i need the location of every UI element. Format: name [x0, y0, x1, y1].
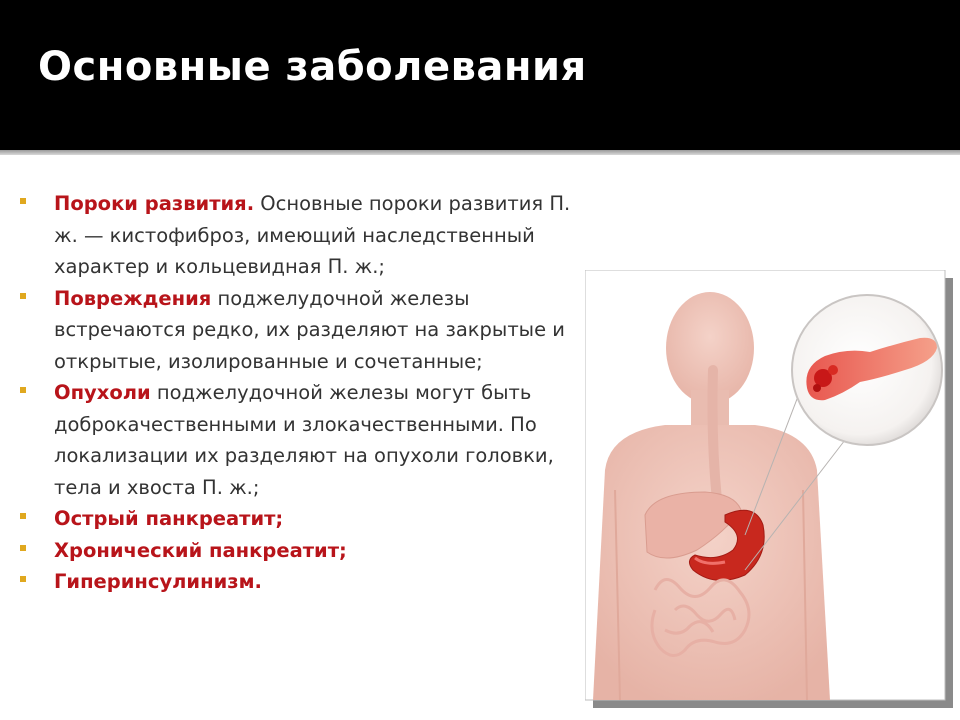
bullet-icon: [20, 576, 26, 582]
list-item: [20, 188, 580, 283]
item-text: поджелудочной железы встречаются редко, их разделяют на закрытые и открытые, изолированные и сочетанные;: [54, 286, 565, 373]
item-highlight: Пороки развития.: [54, 192, 255, 215]
bullet-icon: [20, 387, 26, 393]
list-item: [20, 283, 580, 378]
list-item: [20, 566, 580, 598]
title-bar: [0, 0, 960, 150]
bullet-icon: [20, 513, 26, 519]
bullet-icon: [20, 293, 26, 299]
item-text: поджелудочной железы могут быть доброкачественными и злокачественными. По локализации их разделяют на опухоли головки, тела и хвоста П. ж.;: [54, 381, 554, 499]
item-highlight: Гиперинсулинизм.: [54, 570, 262, 593]
pancreas-zoom-circle: [792, 295, 942, 445]
item-highlight: Острый панкреатит;: [54, 507, 284, 530]
list-item: [20, 535, 580, 567]
bullet-icon: [20, 198, 26, 204]
list-item: [20, 503, 580, 535]
title-divider: [0, 150, 960, 155]
illustration-frame: [585, 270, 955, 710]
human-body-pancreas-illustration: [585, 270, 955, 710]
slide-title: Основные заболевания: [38, 44, 587, 90]
list-item: [20, 377, 580, 503]
item-highlight: Хронический панкреатит;: [54, 538, 347, 562]
bullet-list: [20, 188, 580, 598]
bullet-icon: [20, 545, 26, 551]
item-highlight: Опухоли: [54, 381, 151, 404]
item-highlight: Повреждения: [54, 286, 212, 310]
item-text: Основные пороки развития П. ж. — кистофиброз, имеющий наследственный характер и кольцевидная П. ж.;: [54, 192, 571, 278]
